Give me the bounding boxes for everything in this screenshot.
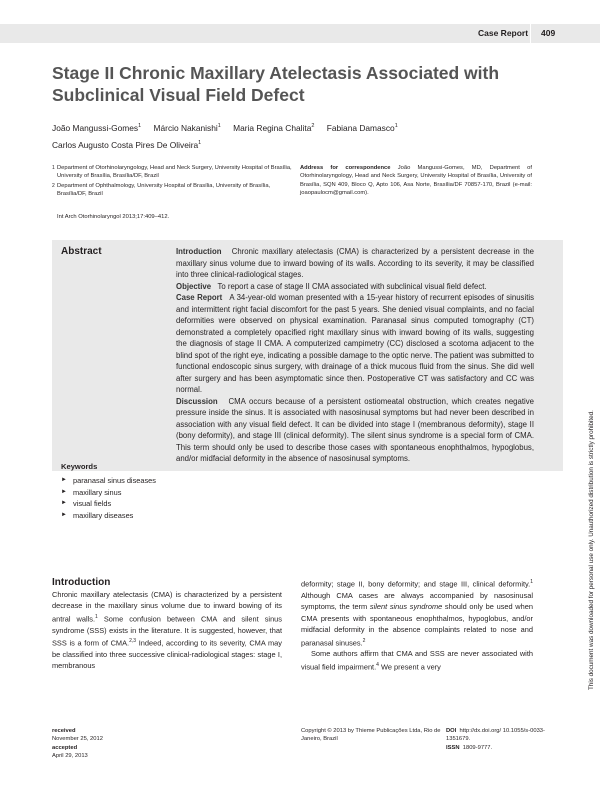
author[interactable]: Márcio Nakanishi$^1$ <box>153 122 221 133</box>
author[interactable]: Fabiana Damasco$^1$ <box>326 122 398 133</box>
keyword-item: ► visual fields <box>61 498 171 510</box>
section-label: Case Report <box>478 28 529 38</box>
introduction-heading: Introduction <box>52 577 111 588</box>
download-notice: This document was downloaded for personal use only. Unauthorized distribution is strictly prohibited. <box>588 410 595 690</box>
page-number: 409 <box>541 28 556 38</box>
abstract-objective: Objective To report a case of stage II CMA associated with subclinical visual field defect. <box>176 281 487 291</box>
abstract-body <box>176 246 534 465</box>
doi-link[interactable]: http://dx.doi.org/ 10.1055/s-0033-1351679. <box>446 728 545 743</box>
doi-info: DOI http://dx.doi.org/ 10.1055/s-0033-1351679. ISSN 1809-9777. <box>446 728 545 751</box>
paragraph: Chronic maxillary atelectasis (CMA) is characterized by a persistent decrease in the maxillary sinus volume due to inward bowing of its antral walls.$^1$ Some confusion between CMA and silent sinus syndrome (SSS) exists in the literature. It is suggested, however, that SSS is a form of CMA.$^{2,3}$ Indeed, according to its severity, CMA may be classified into three successive clinical-radiological stages: stage I, membranous <box>52 590 282 671</box>
article-dates: received November 25, 2012 accepted April 29, 2013 <box>52 728 103 760</box>
abstract-heading: Abstract <box>61 246 102 257</box>
affiliations <box>52 164 292 200</box>
body-column-right <box>301 577 533 673</box>
keyword-item: ► maxillary sinus <box>61 487 171 499</box>
keyword-list <box>61 475 171 521</box>
abstract-introduction: Introduction Chronic maxillary atelectasis (CMA) is characterized by a persistent decrease in the maxillary sinus volume due to inward bowing of its walls. According to its severity, it may be classified into three clinical-radiological stages. <box>176 247 534 279</box>
correspondence: Address for correspondence João Mangussi-Gomes, MD, Department of Otorhinolaryngology, Head and Neck Surgery, University Hospital of Brasília, University of Brasília, SQN 409, Bloco Q, Apto 106, Asa Norte, Brasília/DF 70857-170, Brazil (e-mail: joaopaulocm@gmail.com). <box>300 165 532 197</box>
body-column-left <box>52 589 282 672</box>
citation: Int Arch Otorhinolaryngol 2013;17:409–412. <box>57 214 170 220</box>
keywords-heading: Keywords <box>61 462 98 471</box>
paragraph: deformity; stage II, bony deformity; and stage III, clinical deformity.$^1$ Although CMA cases are always accompanied by nasosinusal symptoms, the term silent sinus syndrome should only be used when CMA presents with spontaneous enophthalmos, hypoglobus, and/or midfacial deformity in the absence complaints related to nose and paranasal sinuses.$^2$ <box>301 579 533 647</box>
abstract-discussion: Discussion CMA occurs because of a persistent ostiomeatal obstruction, which creates negative pressure inside the sinus. It is associated with nasosinusal symptoms but had never been described in association with any visual field defect. It can be divided into stage I (membranous deformity), stage II (bony deformity), and stage III (clinical deformity). The silent sinus syndrome is a special form of CMA. This term should only be used to describe those cases with spontaneous enophthalmos, hypoglobus, and/or midfacial deformity in the absence of nasosinusal symptoms. <box>176 396 534 463</box>
article-title: Stage II Chronic Maxillary Atelectasis Associated with Subclinical Visual Field Defect <box>52 63 500 105</box>
abstract-case-report: Case Report A 34-year-old woman presented with a 15-year history of recurrent episodes of sinusitis and intermittent right facial discomfort for the past 5 years. She denied visual complaints, and no facial deformities were observed on physical examination. Paranasal sinus computed tomography (CT) demonstrated a completely opacified right maxillary sinus with inward bowing of its walls, suggesting the diagnosis of stage II CMA. A computerized campimetry (CC) disclosed a scotoma adjacent to the blind spot of the right eye, indicating a possible damage to the optic nerve. The patient was submitted to functional endoscopic sinus surgery, with drainage of a thick mucous fluid from the sinus. She did well after surgery and has been asymptomatic since then. Postoperative CT was satisfactory and CC was normal. <box>176 293 534 394</box>
copyright: Copyright © 2013 by Thieme Publicações Ltda, Rio de Janeiro, Brazil <box>301 728 441 743</box>
affiliation: 2 Department of Ophthalmology, University Hospital of Brasília, University of Brasília, Brasília/DF, Brazil <box>52 182 271 198</box>
author[interactable]: Carlos Augusto Costa Pires De Oliveira$^1$ <box>52 139 202 150</box>
affiliation: 1 Department of Otorhinolaryngology, Head and Neck Surgery, University Hospital of Brasília, University of Brasília, Brasília/DF, Brazil <box>52 165 292 180</box>
keyword-item: ► paranasal sinus diseases <box>61 475 171 487</box>
paragraph: Some authors affirm that CMA and SSS are never associated with visual field impairment.$^4$ We present a very <box>301 649 533 672</box>
author-list <box>52 119 512 153</box>
author[interactable]: Maria Regina Chalita$^2$ <box>233 122 315 133</box>
author[interactable]: João Mangussi-Gomes$^1$ <box>52 122 142 133</box>
keyword-item: ► maxillary diseases <box>61 510 171 522</box>
header-separator <box>530 24 531 43</box>
